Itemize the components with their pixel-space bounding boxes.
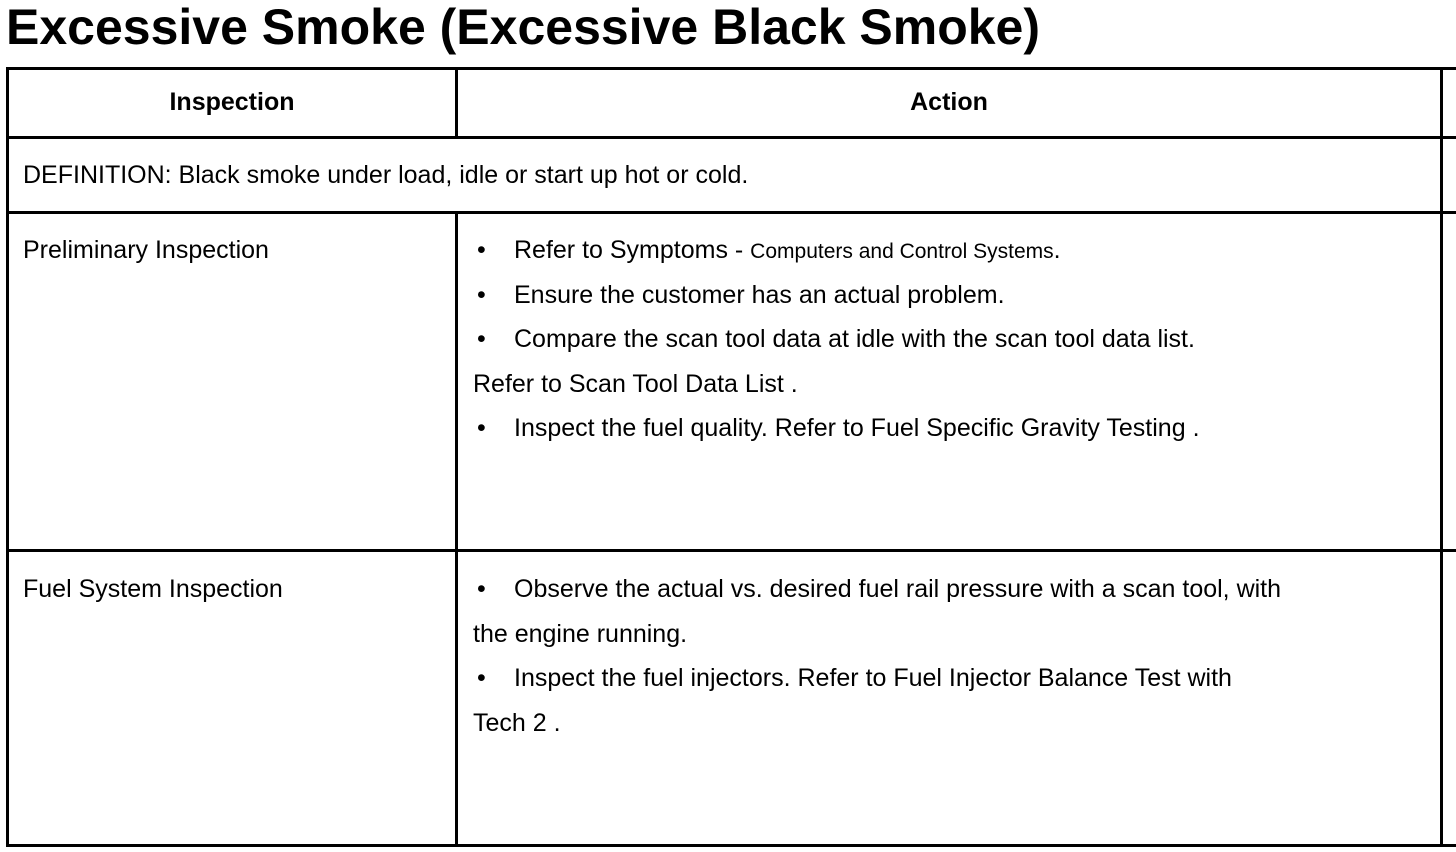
header-divider [9,136,1456,139]
bullet: • [477,325,486,353]
definition-divider [9,211,1456,214]
bullet: • [477,575,486,603]
inspection-cell: Fuel System Inspection [23,575,283,603]
action-text: Refer to Symptoms - [514,236,751,264]
definition-text: DEFINITION: Black smoke under load, idle or start up hot or cold. [23,161,749,189]
action-line: Tech 2 . [473,709,561,737]
action-line: Ensure the customer has an actual problem. [514,281,1005,309]
action-line: Inspect the fuel injectors. Refer to Fuel Injector Balance Test with [514,664,1232,692]
body-column-divider [455,211,458,847]
inspection-cell: Preliminary Inspection [23,236,269,264]
header-inspection: Inspection [169,88,295,116]
action-line: Compare the scan tool data at idle with the scan tool data list. [514,325,1195,353]
action-line: Inspect the fuel quality. Refer to Fuel Specific Gravity Testing . [514,414,1200,442]
action-line [514,235,1061,267]
action-line: the engine running. [473,620,688,648]
row-divider [9,549,1456,552]
bullet: • [477,664,486,692]
action-text-small: Computers and Control Systems [750,240,1054,263]
bullet: • [477,281,486,309]
action-line: Refer to Scan Tool Data List . [473,370,798,398]
action-text: . [1053,236,1061,264]
bullet: • [477,236,486,264]
action-line: Observe the actual vs. desired fuel rail pressure with a scan tool, with [514,575,1282,603]
table-right-border [1440,67,1443,847]
inspection-table [6,67,1456,847]
header-action: Action [910,88,988,116]
bullet: • [477,414,486,442]
page-title: Excessive Smoke (Excessive Black Smoke) [6,0,1041,55]
